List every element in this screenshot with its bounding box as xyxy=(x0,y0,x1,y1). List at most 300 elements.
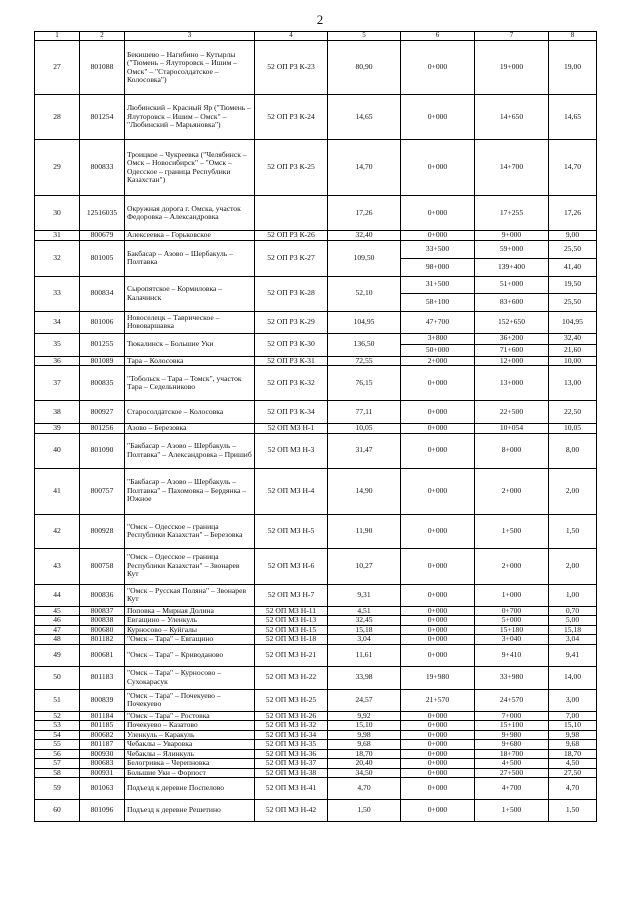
segment-length: 41,40 xyxy=(549,258,597,276)
segment-start: 0+000 xyxy=(401,548,475,584)
segment-end: 152+650 xyxy=(475,311,549,333)
table-row xyxy=(35,759,597,769)
row-number: 49 xyxy=(35,644,80,666)
row-number: 34 xyxy=(35,311,80,333)
road-length: 15,18 xyxy=(328,625,401,635)
table-row xyxy=(35,711,597,721)
segment-length: 9,00 xyxy=(549,231,597,241)
road-length: 14,70 xyxy=(328,140,401,196)
row-number: 57 xyxy=(35,759,80,769)
segment-length: 0,70 xyxy=(549,606,597,616)
road-length: 17,26 xyxy=(328,196,401,231)
segment-end: 5+000 xyxy=(475,616,549,626)
segment-length: 13,00 xyxy=(549,366,597,401)
row-number: 35 xyxy=(35,333,80,356)
segment-end: 2+000 xyxy=(475,548,549,584)
row-number: 31 xyxy=(35,231,80,241)
road-name: Тюкалинск – Большие Уки xyxy=(125,333,255,356)
road-length: 11,61 xyxy=(328,644,401,666)
segment-start: 0+000 xyxy=(401,433,475,468)
table-row xyxy=(35,635,597,645)
road-id: 52 ОП РЗ К-26 xyxy=(255,231,328,241)
table-row xyxy=(35,740,597,750)
table-row xyxy=(35,800,597,822)
road-length: 1,50 xyxy=(328,800,401,822)
segment-length: 19,50 xyxy=(549,276,597,293)
table-row xyxy=(35,468,597,514)
segment-end: 59+000 xyxy=(475,240,549,258)
segment-end: 4+500 xyxy=(475,759,549,769)
road-length: 109,50 xyxy=(328,240,401,276)
row-number: 59 xyxy=(35,778,80,800)
row-number: 27 xyxy=(35,41,80,95)
road-name: "Бакбасар – Азово – Шербакуль – Полтавка" – Пахомовка – Бердянка – Южное xyxy=(125,468,255,514)
road-length: 72,55 xyxy=(328,356,401,366)
segment-length: 7,00 xyxy=(549,711,597,721)
road-code: 800757 xyxy=(80,468,125,514)
segment-length: 10,05 xyxy=(549,424,597,434)
table-row xyxy=(35,721,597,731)
road-id: 52 ОП МЗ Н-4 xyxy=(255,468,328,514)
segment-end: 10+054 xyxy=(475,424,549,434)
segment-end: 3+040 xyxy=(475,635,549,645)
row-number: 51 xyxy=(35,689,80,711)
segment-start: 0+000 xyxy=(401,366,475,401)
row-number: 43 xyxy=(35,548,80,584)
segment-start: 0+000 xyxy=(401,95,475,140)
road-id: 52 ОП МЗ Н-38 xyxy=(255,768,328,778)
segment-length: 17,26 xyxy=(549,196,597,231)
row-number: 42 xyxy=(35,514,80,548)
segment-start: 0+000 xyxy=(401,616,475,626)
row-number: 55 xyxy=(35,740,80,750)
segment-length: 14,00 xyxy=(549,666,597,689)
road-code: 801184 xyxy=(80,711,125,721)
road-name: Белогривка – Черепновка xyxy=(125,759,255,769)
segment-length: 15,10 xyxy=(549,721,597,731)
segment-end: 139+400 xyxy=(475,258,549,276)
segment-end: 1+000 xyxy=(475,584,549,606)
road-code: 801187 xyxy=(80,740,125,750)
table-row xyxy=(35,689,597,711)
row-number: 29 xyxy=(35,140,80,196)
road-code: 801096 xyxy=(80,800,125,822)
road-length: 18,70 xyxy=(328,749,401,759)
road-id: 52 ОП РЗ К-34 xyxy=(255,401,328,424)
road-length: 31,47 xyxy=(328,433,401,468)
header-cell: 7 xyxy=(475,32,549,41)
road-code: 801182 xyxy=(80,635,125,645)
table-row xyxy=(35,196,597,231)
road-length: 10,05 xyxy=(328,424,401,434)
segment-end: 15+100 xyxy=(475,721,549,731)
segment-length: 14,65 xyxy=(549,95,597,140)
row-number: 33 xyxy=(35,276,80,311)
road-code: 800931 xyxy=(80,768,125,778)
segment-length: 25,50 xyxy=(549,240,597,258)
row-number: 46 xyxy=(35,616,80,626)
segment-length: 14,70 xyxy=(549,140,597,196)
segment-end: 17+255 xyxy=(475,196,549,231)
road-id: 52 ОП МЗ Н-37 xyxy=(255,759,328,769)
road-id: 52 ОП МЗ Н-5 xyxy=(255,514,328,548)
road-code: 801255 xyxy=(80,333,125,356)
road-name: Курносово – Куйгалы xyxy=(125,625,255,635)
segment-length: 104,95 xyxy=(549,311,597,333)
table-row xyxy=(35,644,597,666)
segment-end: 27+500 xyxy=(475,768,549,778)
road-length: 136,50 xyxy=(328,333,401,356)
segment-start: 58+100 xyxy=(401,293,475,311)
road-code: 801256 xyxy=(80,424,125,434)
segment-end: 15+180 xyxy=(475,625,549,635)
road-id: 52 ОП РЗ К-28 xyxy=(255,276,328,311)
road-name: Большие Уки – Форпост xyxy=(125,768,255,778)
segment-end: 9+410 xyxy=(475,644,549,666)
road-name: Бекишево – Нагибино – Кутырлы ("Тюмень – Ялуторовск – Ишим – Омск" – "Старосолдатское – Колосовка") xyxy=(125,41,255,95)
road-length: 9,31 xyxy=(328,584,401,606)
segment-start: 0+000 xyxy=(401,196,475,231)
road-length: 14,90 xyxy=(328,468,401,514)
road-code: 801063 xyxy=(80,778,125,800)
segment-end: 1+500 xyxy=(475,800,549,822)
road-name: Сыропятское – Кормиловка – Калачинск xyxy=(125,276,255,311)
segment-length: 22,50 xyxy=(549,401,597,424)
road-name: Подъезд к деревне Поспелово xyxy=(125,778,255,800)
table-row xyxy=(35,433,597,468)
segment-start: 50+000 xyxy=(401,344,475,356)
road-length: 9,92 xyxy=(328,711,401,721)
road-name: Окружная дорога г. Омска, участок Федоровка – Александровка xyxy=(125,196,255,231)
segment-length: 9,41 xyxy=(549,644,597,666)
segment-end: 4+700 xyxy=(475,778,549,800)
road-length: 34,50 xyxy=(328,768,401,778)
segment-end: 2+000 xyxy=(475,468,549,514)
road-name: Старосолдатское – Колосовка xyxy=(125,401,255,424)
road-length: 10,27 xyxy=(328,548,401,584)
segment-start: 0+000 xyxy=(401,584,475,606)
row-number: 53 xyxy=(35,721,80,731)
road-code: 800682 xyxy=(80,730,125,740)
road-length: 4,51 xyxy=(328,606,401,616)
segment-start: 0+000 xyxy=(401,721,475,731)
segment-start: 0+000 xyxy=(401,778,475,800)
segment-length: 8,00 xyxy=(549,433,597,468)
road-id: 52 ОП МЗ Н-15 xyxy=(255,625,328,635)
road-name: "Омск – Одесское – граница Республики Казахстан" – Звонарев Кут xyxy=(125,548,255,584)
segment-end: 9+980 xyxy=(475,730,549,740)
road-code: 801006 xyxy=(80,311,125,333)
road-length: 15,10 xyxy=(328,721,401,731)
row-number: 60 xyxy=(35,800,80,822)
road-code: 801088 xyxy=(80,41,125,95)
road-name: Тара – Колосовка xyxy=(125,356,255,366)
segment-length: 1,50 xyxy=(549,800,597,822)
header-cell: 4 xyxy=(255,32,328,41)
road-id: 52 ОП РЗ К-30 xyxy=(255,333,328,356)
segment-start: 21+570 xyxy=(401,689,475,711)
segment-start: 0+000 xyxy=(401,740,475,750)
row-number: 47 xyxy=(35,625,80,635)
table-row xyxy=(35,95,597,140)
road-name: "Омск – Одесское – граница Республики Казахстан" – Березовка xyxy=(125,514,255,548)
segment-end: 71+600 xyxy=(475,344,549,356)
segment-length: 15,18 xyxy=(549,625,597,635)
table-row xyxy=(35,356,597,366)
road-length: 9,68 xyxy=(328,740,401,750)
segment-length: 25,50 xyxy=(549,293,597,311)
segment-length: 32,40 xyxy=(549,333,597,344)
segment-length: 4,50 xyxy=(549,759,597,769)
road-length: 9,98 xyxy=(328,730,401,740)
segment-end: 83+600 xyxy=(475,293,549,311)
road-id xyxy=(255,196,328,231)
road-id: 52 ОП МЗ Н-11 xyxy=(255,606,328,616)
road-length: 11,90 xyxy=(328,514,401,548)
road-id: 52 ОП РЗ К-31 xyxy=(255,356,328,366)
segment-start: 98+000 xyxy=(401,258,475,276)
row-number: 37 xyxy=(35,366,80,401)
segment-end: 7+000 xyxy=(475,711,549,721)
segment-length: 1,50 xyxy=(549,514,597,548)
table-body xyxy=(35,32,597,822)
road-length: 14,65 xyxy=(328,95,401,140)
road-code: 800833 xyxy=(80,140,125,196)
road-id: 52 ОП МЗ Н-3 xyxy=(255,433,328,468)
road-code: 800834 xyxy=(80,276,125,311)
road-name: Новоселецк – Таврическое – Нововаршавка xyxy=(125,311,255,333)
segment-length: 9,98 xyxy=(549,730,597,740)
row-number: 48 xyxy=(35,635,80,645)
road-id: 52 ОП МЗ Н-32 xyxy=(255,721,328,731)
road-name: "Омск – Тара" – Почекуево – Почекуево xyxy=(125,689,255,711)
segment-length: 9,68 xyxy=(549,740,597,750)
row-number: 56 xyxy=(35,749,80,759)
segment-start: 0+000 xyxy=(401,730,475,740)
segment-start: 47+700 xyxy=(401,311,475,333)
road-id: 52 ОП РЗ К-27 xyxy=(255,240,328,276)
segment-length: 10,00 xyxy=(549,356,597,366)
road-code: 801005 xyxy=(80,240,125,276)
road-code: 800683 xyxy=(80,759,125,769)
road-id: 52 ОП МЗ Н-21 xyxy=(255,644,328,666)
table-row xyxy=(35,768,597,778)
row-number: 41 xyxy=(35,468,80,514)
row-number: 54 xyxy=(35,730,80,740)
road-code: 800680 xyxy=(80,625,125,635)
segment-start: 0+000 xyxy=(401,424,475,434)
row-number: 44 xyxy=(35,584,80,606)
table-row xyxy=(35,140,597,196)
table-row xyxy=(35,366,597,401)
segment-start: 0+000 xyxy=(401,401,475,424)
table-row xyxy=(35,616,597,626)
roads-table xyxy=(34,31,597,822)
road-name: "Омск – Тара" – Ростовка xyxy=(125,711,255,721)
road-name: Троицкое – Чукреевка ("Челябинск – Омск – Новосибирск" – "Омск – Одесское – граница Республики Казахстан") xyxy=(125,140,255,196)
road-name: Алексеевка – Горьковское xyxy=(125,231,255,241)
table-row xyxy=(35,424,597,434)
road-id: 52 ОП МЗ Н-13 xyxy=(255,616,328,626)
row-number: 38 xyxy=(35,401,80,424)
road-code: 12516035 xyxy=(80,196,125,231)
road-length: 76,15 xyxy=(328,366,401,401)
road-name: Подъезд к деревне Решетино xyxy=(125,800,255,822)
segment-end: 14+650 xyxy=(475,95,549,140)
table-row xyxy=(35,625,597,635)
segment-end: 22+500 xyxy=(475,401,549,424)
row-number: 39 xyxy=(35,424,80,434)
road-id: 52 ОП МЗ Н-35 xyxy=(255,740,328,750)
row-number: 50 xyxy=(35,666,80,689)
segment-length: 2,00 xyxy=(549,548,597,584)
road-id: 52 ОП МЗ Н-34 xyxy=(255,730,328,740)
segment-start: 0+000 xyxy=(401,749,475,759)
road-code: 800679 xyxy=(80,231,125,241)
segment-end: 13+000 xyxy=(475,366,549,401)
road-id: 52 ОП МЗ Н-7 xyxy=(255,584,328,606)
road-length: 104,95 xyxy=(328,311,401,333)
segment-end: 24+570 xyxy=(475,689,549,711)
road-code: 800927 xyxy=(80,401,125,424)
road-name: Поповка – Мирная Долина xyxy=(125,606,255,616)
road-code: 800928 xyxy=(80,514,125,548)
table-row xyxy=(35,778,597,800)
segment-end: 9+680 xyxy=(475,740,549,750)
road-code: 801183 xyxy=(80,666,125,689)
segment-end: 8+000 xyxy=(475,433,549,468)
road-length: 52,10 xyxy=(328,276,401,311)
road-id: 52 ОП МЗ Н-41 xyxy=(255,778,328,800)
road-code: 800758 xyxy=(80,548,125,584)
table-row xyxy=(35,231,597,241)
row-number: 58 xyxy=(35,768,80,778)
segment-start: 2+000 xyxy=(401,356,475,366)
segment-length: 4,70 xyxy=(549,778,597,800)
road-code: 800839 xyxy=(80,689,125,711)
road-id: 52 ОП РЗ К-23 xyxy=(255,41,328,95)
segment-start: 19+980 xyxy=(401,666,475,689)
table-row xyxy=(35,606,597,616)
row-number: 52 xyxy=(35,711,80,721)
table-row xyxy=(35,584,597,606)
road-id: 52 ОП МЗ Н-1 xyxy=(255,424,328,434)
road-code: 801090 xyxy=(80,433,125,468)
road-code: 801089 xyxy=(80,356,125,366)
road-code: 801254 xyxy=(80,95,125,140)
road-id: 52 ОП РЗ К-25 xyxy=(255,140,328,196)
segment-start: 0+000 xyxy=(401,759,475,769)
road-length: 33,98 xyxy=(328,666,401,689)
road-id: 52 ОП МЗ Н-18 xyxy=(255,635,328,645)
road-length: 32,40 xyxy=(328,231,401,241)
page-number: 2 xyxy=(316,12,324,27)
road-id: 52 ОП МЗ Н-22 xyxy=(255,666,328,689)
header-row xyxy=(35,32,597,41)
road-name: "Омск – Тара" – Криводаново xyxy=(125,644,255,666)
road-id: 52 ОП МЗ Н-36 xyxy=(255,749,328,759)
table-row xyxy=(35,514,597,548)
row-number: 28 xyxy=(35,95,80,140)
road-length: 24,57 xyxy=(328,689,401,711)
road-length: 32,45 xyxy=(328,616,401,626)
road-id: 52 ОП МЗ Н-25 xyxy=(255,689,328,711)
segment-start: 0+000 xyxy=(401,231,475,241)
header-cell: 6 xyxy=(401,32,475,41)
segment-end: 0+700 xyxy=(475,606,549,616)
segment-start: 31+500 xyxy=(401,276,475,293)
segment-end: 36+200 xyxy=(475,333,549,344)
segment-start: 0+000 xyxy=(401,644,475,666)
segment-start: 0+000 xyxy=(401,635,475,645)
segment-length: 2,00 xyxy=(549,468,597,514)
road-name: Уленкуль – Каракуль xyxy=(125,730,255,740)
road-name: "Омск – Тара" – Евгащино xyxy=(125,635,255,645)
segment-end: 33+980 xyxy=(475,666,549,689)
table-row xyxy=(35,41,597,95)
road-code: 801185 xyxy=(80,721,125,731)
row-number: 36 xyxy=(35,356,80,366)
segment-start: 0+000 xyxy=(401,625,475,635)
segment-start: 0+000 xyxy=(401,140,475,196)
table-row xyxy=(35,730,597,740)
segment-start: 0+000 xyxy=(401,711,475,721)
segment-start: 3+800 xyxy=(401,333,475,344)
road-length: 4,70 xyxy=(328,778,401,800)
table-row xyxy=(35,548,597,584)
segment-end: 9+000 xyxy=(475,231,549,241)
segment-start: 0+000 xyxy=(401,468,475,514)
road-code: 800837 xyxy=(80,606,125,616)
road-length: 77,11 xyxy=(328,401,401,424)
road-name: Почекуево – Казатово xyxy=(125,721,255,731)
road-name: Любинский – Красный Яр ("Тюмень – Ялуторовск – Ишим – Омск" – "Любинский – Марьяновка") xyxy=(125,95,255,140)
segment-start: 33+500 xyxy=(401,240,475,258)
road-name: "Тобольск – Тара – Томск", участок Тара – Седельниково xyxy=(125,366,255,401)
segment-length: 3,00 xyxy=(549,689,597,711)
header-cell: 2 xyxy=(80,32,125,41)
road-id: 52 ОП РЗ К-32 xyxy=(255,366,328,401)
segment-end: 14+700 xyxy=(475,140,549,196)
road-id: 52 ОП МЗ Н-6 xyxy=(255,548,328,584)
road-name: Азово – Березовка xyxy=(125,424,255,434)
road-id: 52 ОП РЗ К-29 xyxy=(255,311,328,333)
segment-length: 18,70 xyxy=(549,749,597,759)
header-cell: 3 xyxy=(125,32,255,41)
segment-length: 21,60 xyxy=(549,344,597,356)
road-code: 800681 xyxy=(80,644,125,666)
segment-start: 0+000 xyxy=(401,514,475,548)
road-name: "Омск – Русская Поляна" – Звонарев Кут xyxy=(125,584,255,606)
road-id: 52 ОП РЗ К-24 xyxy=(255,95,328,140)
road-name: "Бакбасар – Азово – Шербакуль – Полтавка" – Александровка – Пришиб xyxy=(125,433,255,468)
road-code: 800930 xyxy=(80,749,125,759)
segment-end: 19+000 xyxy=(475,41,549,95)
row-number: 45 xyxy=(35,606,80,616)
header-cell: 8 xyxy=(549,32,597,41)
table-row xyxy=(35,749,597,759)
road-length: 80,90 xyxy=(328,41,401,95)
road-code: 800835 xyxy=(80,366,125,401)
table-row xyxy=(35,333,597,344)
table-row xyxy=(35,401,597,424)
road-code: 800838 xyxy=(80,616,125,626)
road-length: 20,40 xyxy=(328,759,401,769)
table-row xyxy=(35,276,597,293)
header-cell: 5 xyxy=(328,32,401,41)
road-id: 52 ОП МЗ Н-42 xyxy=(255,800,328,822)
road-name: Чебаклы – Уваровка xyxy=(125,740,255,750)
